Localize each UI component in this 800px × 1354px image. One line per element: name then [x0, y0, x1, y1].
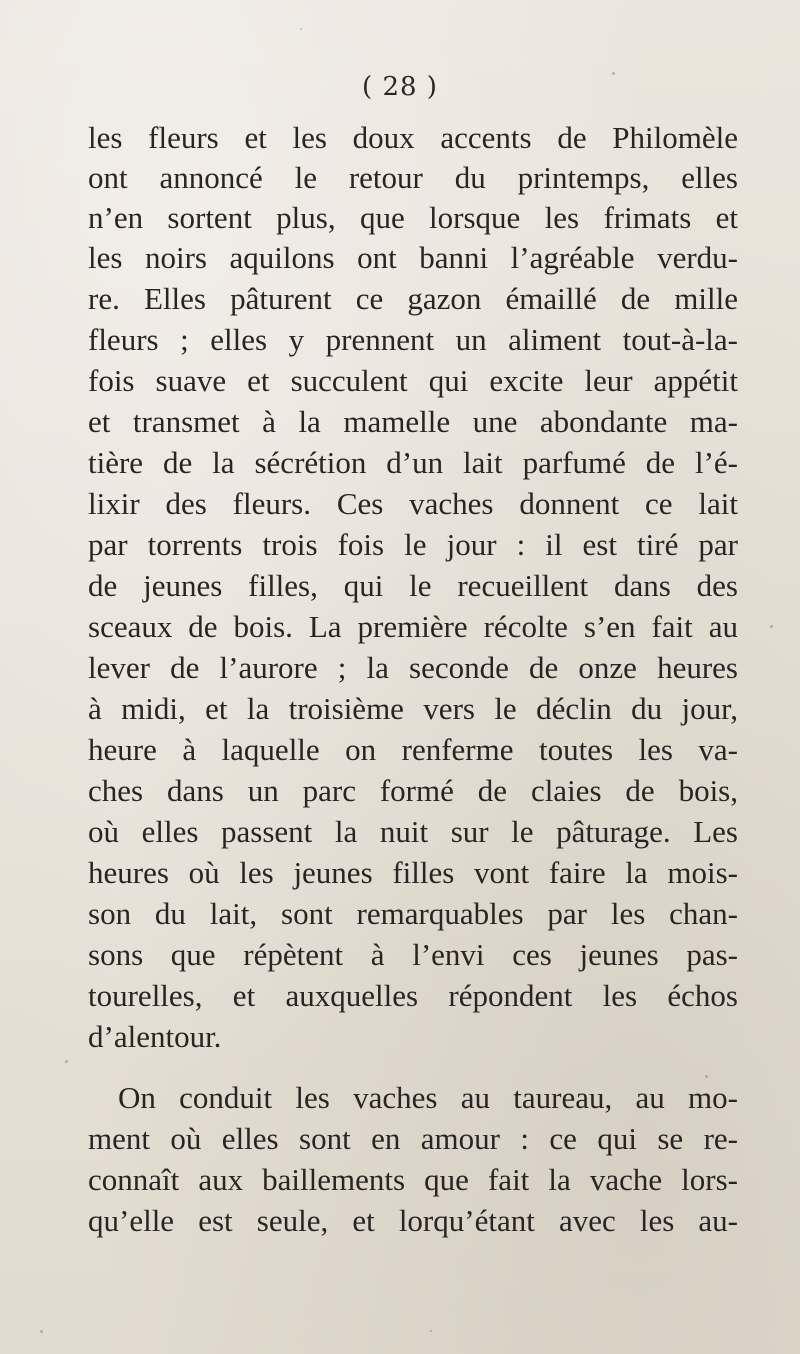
text-line: heure à laquelle on renferme toutes les va-: [88, 732, 738, 767]
text-line: qu’elle est seule, et lorqu’étant avec les au-: [88, 1203, 738, 1238]
text-line: ches dans un parc formé de claies de bois,: [88, 773, 738, 808]
paper-speck: [40, 1330, 43, 1333]
text-line: ment où elles sont en amour : ce qui se re-: [88, 1121, 738, 1156]
text-line: tourelles, et auxquelles répondent les échos: [88, 978, 738, 1013]
text-line: fleurs ; elles y prennent un aliment tout-à-la-: [88, 322, 738, 357]
text-line: n’en sortent plus, que lorsque les frimats et: [88, 200, 738, 235]
paper-speck: [770, 625, 773, 628]
text-line: re. Elles pâturent ce gazon émaillé de mille: [88, 281, 738, 316]
text-line: connaît aux baillements que fait la vache lors-: [88, 1162, 738, 1197]
text-line: heures où les jeunes filles vont faire la mois-: [88, 855, 738, 890]
text-line: d’alentour.: [88, 1019, 222, 1054]
text-line: les fleurs et les doux accents de Philomèle: [88, 120, 738, 155]
text-line: les noirs aquilons ont banni l’agréable verdu-: [88, 240, 738, 275]
text-line: fois suave et succulent qui excite leur appétit: [88, 363, 738, 398]
text-line: sceaux de bois. La première récolte s’en fait au: [88, 609, 738, 644]
text-line: et transmet à la mamelle une abondante ma-: [88, 404, 738, 439]
text-line: par torrents trois fois le jour : il est tiré par: [88, 527, 738, 562]
page-number: ( 28 ): [362, 72, 438, 102]
paper-speck: [612, 72, 615, 75]
paper-speck: [300, 28, 302, 30]
text-line: à midi, et la troisième vers le déclin du jour,: [88, 691, 738, 726]
text-line: où elles passent la nuit sur le pâturage. Les: [88, 814, 738, 849]
text-line: lixir des fleurs. Ces vaches donnent ce lait: [88, 486, 738, 521]
paper-speck: [705, 1075, 708, 1078]
text-line: On conduit les vaches au taureau, au mo-: [118, 1080, 738, 1115]
paper-speck: [430, 1330, 432, 1332]
text-line: sons que répètent à l’envi ces jeunes pas-: [88, 937, 738, 972]
text-line: ont annoncé le retour du printemps, elles: [88, 160, 738, 195]
text-line: tière de la sécrétion d’un lait parfumé de l’é-: [88, 445, 738, 480]
text-line: de jeunes filles, qui le recueillent dans des: [88, 568, 738, 603]
text-line: son du lait, sont remarquables par les chan-: [88, 896, 738, 931]
paper-speck: [65, 1060, 68, 1063]
text-line: lever de l’aurore ; la seconde de onze heures: [88, 650, 738, 685]
